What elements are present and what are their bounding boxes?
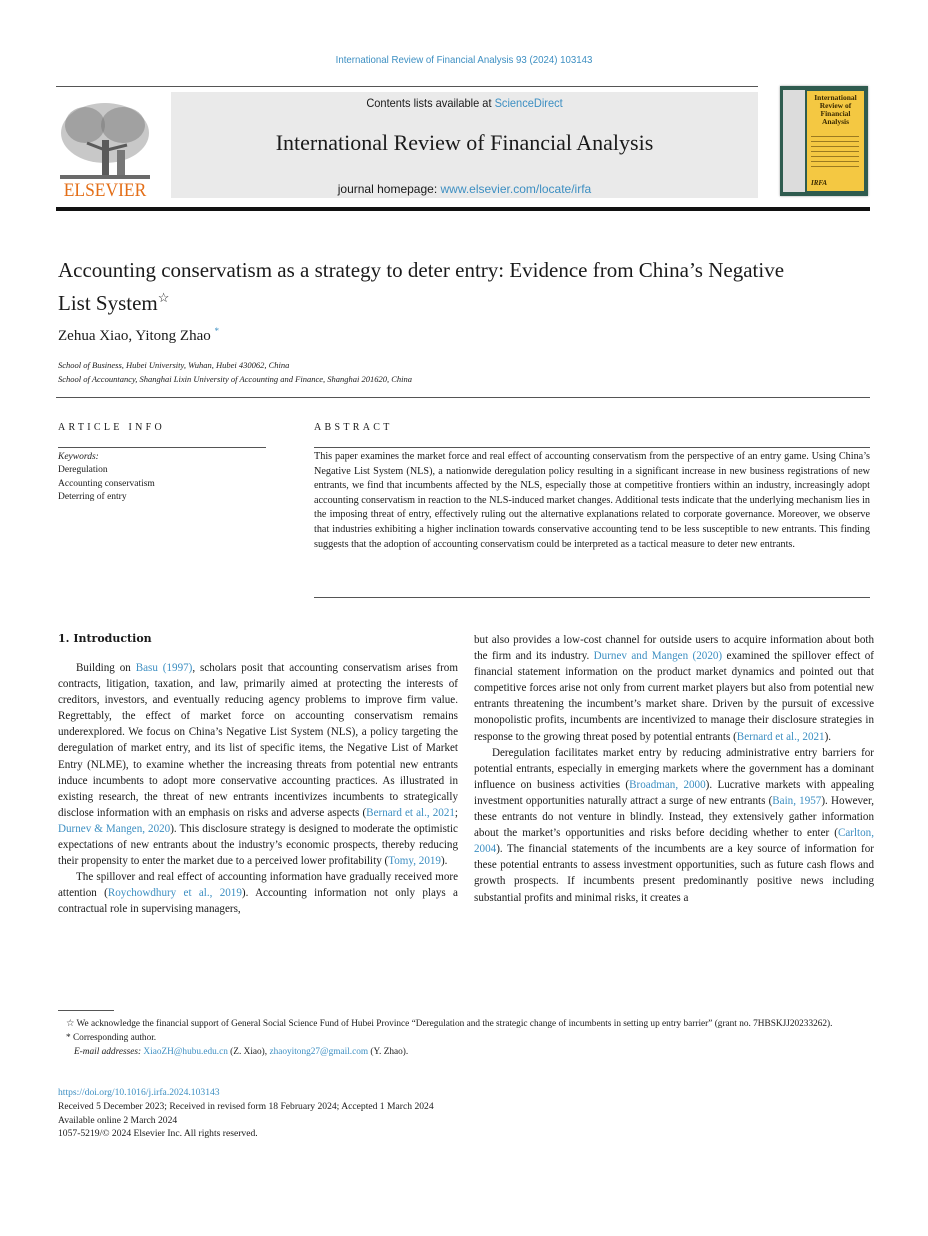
- text: ). The financial statements of the incumbents are a key source of information for these potential entrants to assess investment opportunities, such as future cash flows and growth prospects. If incumbents present predominantly positive news including substantial profits and minimal risks, it creates a: [474, 843, 874, 904]
- keyword: Deregulation: [58, 465, 108, 476]
- text: Building on: [76, 662, 136, 674]
- citation-link[interactable]: Durnev and Mangen (2020): [593, 650, 723, 663]
- section-heading-introduction: 1. Introduction: [58, 632, 152, 645]
- elsevier-wordmark: ELSEVIER: [63, 180, 147, 201]
- citation-link[interactable]: Carlton, 2004: [474, 827, 874, 856]
- sciencedirect-link[interactable]: ScienceDirect: [494, 96, 563, 110]
- text: ). This disclosure strategy is designed to moderate the optimistic expectations of new entrants about the industry’s economic prospects, thereby reducing their propensity to enter the market due to a perceived lower profitability (: [58, 822, 458, 868]
- keywords-label: Keywords:: [58, 452, 99, 462]
- footnote-rule: [58, 1010, 114, 1011]
- abstract-text: This paper examines the market force and real effect of accounting conservatism from the perspective of an entry game. Using China’s Negative List System (NLS), a nationwide deregulation policy resulting in a significant increase in new business registrations of new entrants, we find that incumbents affected by the NLS, especially those at competitive frontiers within an industry, increasingly adopt accounting conservatism in reaction to the NLS-induced market changes. Additional tests indicate that the underlying mechanism lies in the imposing threat of entry, effectively ruling out the alternative explanations related to corporate governance. Moreover, we observe that industries exhibiting a higher inclination towards conservative accounting tend to be less susceptible to new entrants. This finding suggests that the adoption of accounting conservatism could be interpreted as a tactical measure to deter new entrants.: [314, 451, 870, 550]
- online-date: Available online 2 March 2024: [58, 1114, 178, 1126]
- abstract-heading: ABSTRACT: [314, 422, 393, 433]
- copyright: 1057-5219/© 2024 Elsevier Inc. All rights reserved.: [58, 1128, 258, 1140]
- paragraph: [474, 745, 874, 906]
- citation-link[interactable]: Bain, 1957: [772, 794, 822, 807]
- title-footnote-mark[interactable]: ☆: [157, 290, 170, 305]
- abstract-bottom-rule: [314, 597, 870, 598]
- corresponding-author-mark[interactable]: *: [214, 326, 219, 336]
- keywords-rule: [58, 447, 266, 448]
- footnote-emails: [58, 1045, 870, 1059]
- journal-cover-image[interactable]: [780, 86, 868, 196]
- text: ).: [440, 855, 448, 868]
- footnote-text: We acknowledge the financial support of General Social Science Fund of Hubei Province “Deregulation and the strategic change of incumbents in setting up entry barrier” (grant no. 7HBSKJJ20233262).: [76, 1019, 833, 1029]
- footnote-text: Corresponding author.: [72, 1033, 157, 1043]
- citation-link[interactable]: Bernard et al., 2021: [736, 730, 825, 743]
- text: ). However, these entrants do not venture in blindly. Instead, they extensively gather information about the market’s opportunities and risks before deciding whether to enter (: [474, 794, 874, 840]
- article-title: [58, 257, 818, 317]
- body-column-right: [474, 632, 874, 906]
- footnote-funding: [58, 1017, 870, 1031]
- contents-line: [194, 96, 734, 110]
- text: ;: [454, 806, 459, 819]
- footnotes: [58, 1017, 870, 1059]
- citation-link[interactable]: Bernard et al., 2021: [366, 806, 455, 819]
- email-link[interactable]: XiaoZH@hubu.edu.cn: [143, 1047, 228, 1057]
- publication-info: [58, 1086, 434, 1141]
- text: ). Accounting information not only plays a contractual role in supervising managers,: [58, 887, 458, 916]
- citation-link[interactable]: Roychowdhury et al., 2019: [107, 887, 242, 900]
- text: The spillover and real effect of accounting information have gradually received more attention (: [58, 871, 458, 900]
- cover-abbr: IRFA: [811, 179, 828, 187]
- footnote-mark: *: [66, 1033, 71, 1043]
- paragraph: [58, 660, 458, 869]
- abstract-rule: [314, 447, 870, 448]
- citation-link[interactable]: Broadman, 2000: [629, 778, 706, 791]
- footnote-corresponding: [58, 1031, 870, 1045]
- doi-link[interactable]: https://doi.org/10.1016/j.irfa.2024.103143: [58, 1087, 220, 1098]
- section-rule: [56, 397, 870, 398]
- footnote-mark: ☆: [66, 1019, 75, 1029]
- history-dates: Received 5 December 2023; Received in revised form 18 February 2024; Accepted 1 March 2024: [58, 1100, 434, 1112]
- text: , scholars posit that accounting conservatism arises from contracts, litigation, taxation, and law, primarily aimed at protecting the interests of creditors, investors, and eventually reducing agency problems to improve firm value. Regrettably, the effect of market force on accounting conservatism remains underexplored. We focus on China’s Negative List System (NLS), a policy targeting the deregulation of market entry, and its list of specific items, the Negative List of Market Entry (NLME), to examine whether the increasing threats from potential new entrants induce incumbents to adopt more conservative accounting practices. As illustrated in existing research, the threat of new entrants incentivizes incumbents to strategically disclose information with an emphasis on risks and adverse aspects (: [58, 662, 458, 819]
- header-rule-thick: [56, 207, 870, 211]
- header-rule: [56, 86, 758, 87]
- text: (Z. Xiao),: [227, 1047, 270, 1057]
- text: Deregulation facilitates market entry by reducing administrative entry barriers for potential entrants, especially in emerging markets where the government has a dominant influence on business activities (: [474, 746, 874, 791]
- authors: Zehua Xiao, Yitong Zhao: [58, 328, 211, 344]
- affiliation-2: School of Accountancy, Shanghai Lixin University of Accounting and Finance, Shanghai 201620, China: [58, 374, 413, 384]
- paragraph: [474, 632, 874, 745]
- email-label: E-mail addresses:: [74, 1047, 142, 1057]
- keyword: Deterring of entry: [58, 491, 127, 502]
- text: but also provides a low-cost channel for outside users to acquire information about both the firm and its industry.: [474, 634, 874, 663]
- citation-link[interactable]: Basu (1997): [135, 662, 193, 674]
- email-link[interactable]: zhaoyitong27@gmail.com: [269, 1047, 369, 1057]
- contents-prefix: Contents lists available at: [366, 96, 495, 110]
- cover-contents-lines: [811, 136, 859, 171]
- citation-link[interactable]: Durnev & Mangen, 2020: [58, 822, 171, 835]
- keyword: Accounting conservatism: [58, 478, 155, 489]
- paragraph: [58, 869, 458, 917]
- homepage-prefix: journal homepage:: [337, 182, 441, 196]
- text: (Y. Zhao).: [368, 1047, 409, 1057]
- text: ).: [824, 730, 832, 743]
- text: examined the spillover effect of financial statement information on the product market dynamics and pointed out that competitive forces arise not only from current market players but also from potential new entrants threatening the incumbent’s market share. Driven by the pursuit of excessive monopolistic profits, incumbents are incentivized to manage their disclosure strategies in response to the growing threat posed by potential entrants (: [474, 650, 874, 743]
- citation-link[interactable]: Tomy, 2019: [388, 855, 441, 868]
- author-list: [58, 326, 219, 345]
- text: ). Lucrative markets with appealing investment opportunities naturally attract a surge of new entrants (: [474, 778, 874, 807]
- running-head[interactable]: International Review of Financial Analysis 93 (2024) 103143: [335, 54, 593, 66]
- article-title-text: Accounting conservatism as a strategy to deter entry: Evidence from China’s Negative List System: [58, 258, 785, 315]
- article-info-heading: ARTICLE INFO: [58, 422, 166, 433]
- homepage-link[interactable]: www.elsevier.com/locate/irfa: [440, 182, 592, 196]
- body-column-left: [58, 660, 458, 918]
- keywords-block: [58, 451, 155, 504]
- journal-title: International Review of Financial Analysis: [275, 130, 654, 155]
- homepage-line: [171, 182, 758, 196]
- affiliation-1: School of Business, Hubei University, Wuhan, Hubei 430062, China: [58, 360, 290, 370]
- cover-title: International Review of Financial Analysis: [814, 93, 857, 126]
- cover-spine: [783, 90, 805, 192]
